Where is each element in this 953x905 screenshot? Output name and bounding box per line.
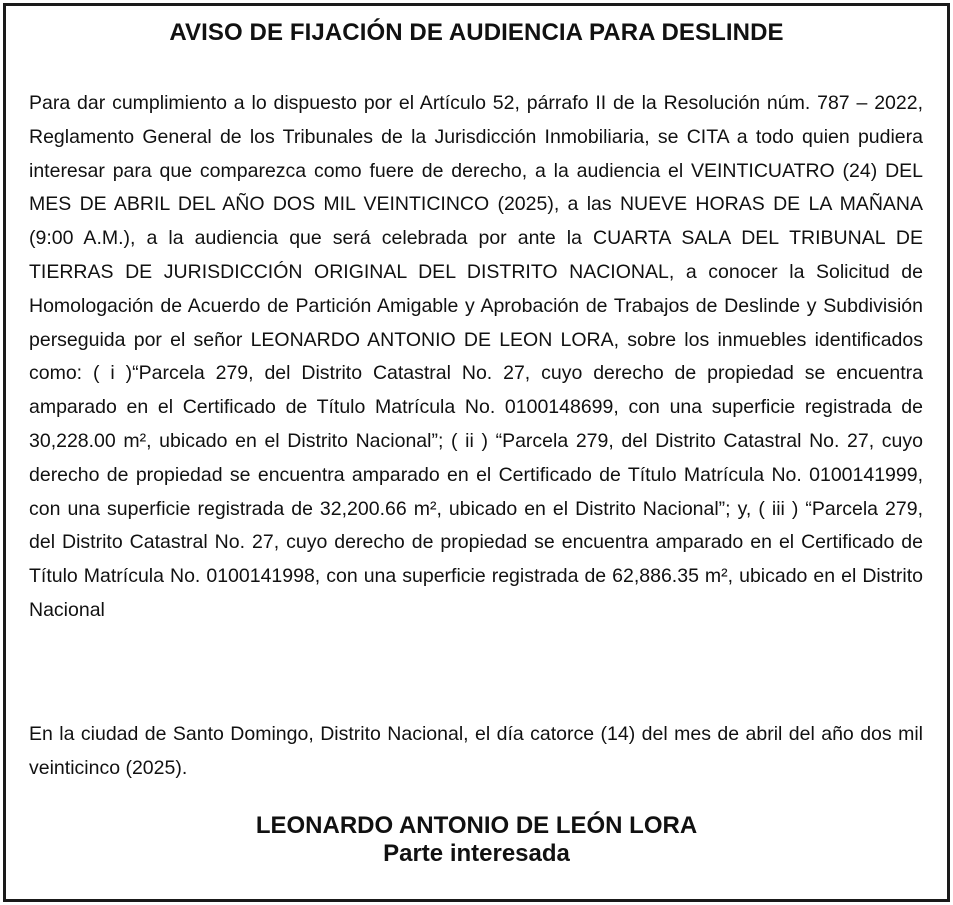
notice-body-paragraph: Para dar cumplimiento a lo dispuesto por el Artículo 52, párrafo II de la Resolución núm. 787 – 2022, Reglamento General de los Tribunales de la Jurisdicción Inmobiliaria, se CITA a todo quien pudiera interesar para que comparezca como fuere de derecho, a la audiencia el VEINTICUATRO (24) DEL MES DE ABRIL DEL AÑO DOS MIL VEINTICINCO (2025), a las NUEVE HORAS DE LA MAÑANA (9:00 A.M.), a la audiencia que será celebrada por ante la CUARTA SALA DEL TRIBUNAL DE TIERRAS DE JURISDICCIÓN ORIGINAL DEL DISTRITO NACIONAL, a conocer la Solicitud de Homologación de Acuerdo de Partición Amigable y Aprobación de Trabajos de Deslinde y Subdivisión perseguida por el señor LEONARDO ANTONIO DE LEON LORA, sobre los inmuebles identificados como: ( i )“Parcela 279, del Distrito Catastral No. 27, cuyo derecho de propiedad se encuentra amparado en el Certificado de Título Matrícula No. 0100148699, con una superficie registrada de 30,228.00 m², ubicado en el Distrito Nacional”; ( ii ) “Parcela 279, del Distrito Catastral No. 27, cuyo derecho de propiedad se encuentra amparado en el Certificado de Título Matrícula No. 0100141999, con una superficie registrada de 32,200.66 m², ubicado en el Distrito Nacional”; y, ( iii ) “Parcela 279, del Distrito Catastral No. 27, cuyo derecho de propiedad se encuentra amparado en el Certificado de Título Matrícula No. 0100141998, con una superficie registrada de 62,886.35 m², ubicado en el Distrito Nacional <box>29 92 923 621</box>
signature-block <box>6 812 947 868</box>
notice-date-paragraph: En la ciudad de Santo Domingo, Distrito Nacional, el día catorce (14) del mes de abril del año dos mil veinticinco (2025). <box>29 723 923 779</box>
signature-role: Parte interesada <box>383 840 570 867</box>
notice-title: AVISO DE FIJACIÓN DE AUDIENCIA PARA DESLINDE <box>169 19 784 46</box>
legal-notice <box>3 3 950 902</box>
signature-name: LEONARDO ANTONIO DE LEÓN LORA <box>255 812 698 839</box>
